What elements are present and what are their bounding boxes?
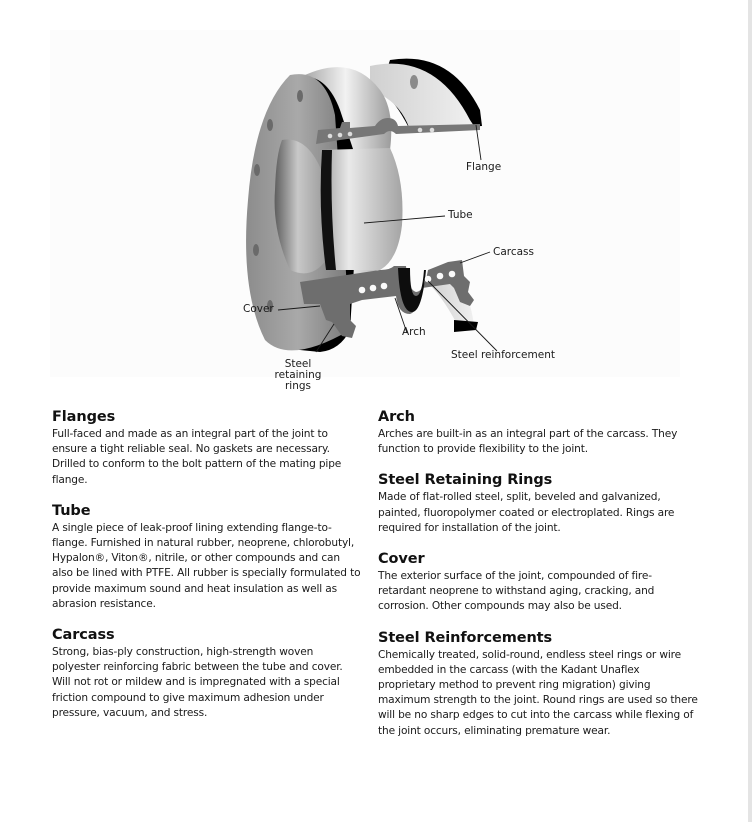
callout-steel-retaining-rings xyxy=(272,359,324,392)
callout-line: retaining xyxy=(274,369,322,381)
section-carcass xyxy=(52,626,362,721)
section-body: A single piece of leak-proof lining extending flange-to-flange. Furnished in natural rubber, neoprene, chlorobutyl, Hypalon®, Viton®, nitrile, or other compounds and can also be lined with PTFE. All rubber is specially formulated to provide maximum sound and heat insulation as well as abrasion resistance. xyxy=(52,521,361,610)
callout-line: Steel xyxy=(284,358,312,370)
section-tube xyxy=(52,502,362,612)
callout-tube: Tube xyxy=(448,209,473,221)
section-body: Arches are built-in as an integral part of the carcass. They function to provide flexibility to the joint. xyxy=(378,428,678,456)
left-column xyxy=(52,408,362,735)
callout-line: rings xyxy=(284,380,312,392)
section-title: Arch xyxy=(378,409,415,425)
section-title: Steel Reinforcements xyxy=(378,629,553,646)
callout-flange: Flange xyxy=(466,161,502,173)
section-flanges xyxy=(52,408,362,488)
expansion-joint-cutaway-illustration xyxy=(50,30,680,377)
callout-cover: Cover xyxy=(243,303,274,315)
section-body: Made of flat-rolled steel, split, beveled and galvanized, painted, fluoropolymer coated or electroplated. Rings are required for installation of the joint. xyxy=(378,491,675,534)
section-title: Flanges xyxy=(52,409,116,425)
bolt-hole-icon xyxy=(267,119,273,131)
section-body: Full-faced and made as an integral part of the joint to ensure a tight reliable seal. No gaskets are necessary. Drilled to conform to the bolt pattern of the mating pipe flange. xyxy=(52,428,342,486)
section-title: Steel Retaining Rings xyxy=(378,472,553,489)
section-cover xyxy=(378,550,698,615)
section-body: The exterior surface of the joint, compounded of fire-retardant neoprene to withstand aging, cracking, and corrosion. Other compounds may also be used. xyxy=(378,570,655,613)
callout-steel-reinforcement: Steel reinforcement xyxy=(451,349,555,361)
section-steel-retaining-rings xyxy=(378,471,698,536)
callout-arch: Arch xyxy=(402,326,426,338)
section-title: Carcass xyxy=(52,627,115,644)
bolt-hole-icon xyxy=(410,75,418,89)
callout-carcass: Carcass xyxy=(493,246,535,258)
bolt-hole-icon xyxy=(297,90,303,102)
section-steel-reinforcements xyxy=(378,629,698,739)
section-body: Strong, bias-ply construction, high-strength woven polyester reinforcing fabric between the tube and cover. Will not rot or mildew and is impregnated with a special friction compound to give maximum adhesion under pressure, vacuum, and stress. xyxy=(52,646,343,719)
bolt-hole-icon xyxy=(253,244,259,256)
page-right-border xyxy=(748,0,752,822)
section-body: Chemically treated, solid-round, endless steel rings or wire embedded in the carcass (with the Kadant Unaflex proprietary method to prevent ring migration) giving maximum strength to the joint. Round rings are used so there will be no sharp edges to cut into the carcass while flexing of the joint occurs, eliminating premature wear. xyxy=(378,648,698,737)
section-arch xyxy=(378,408,698,457)
right-column xyxy=(378,408,698,753)
section-title: Tube xyxy=(52,502,91,519)
bolt-hole-icon xyxy=(254,164,260,176)
section-title: Cover xyxy=(378,551,425,568)
expansion-joint-figure xyxy=(50,30,680,392)
